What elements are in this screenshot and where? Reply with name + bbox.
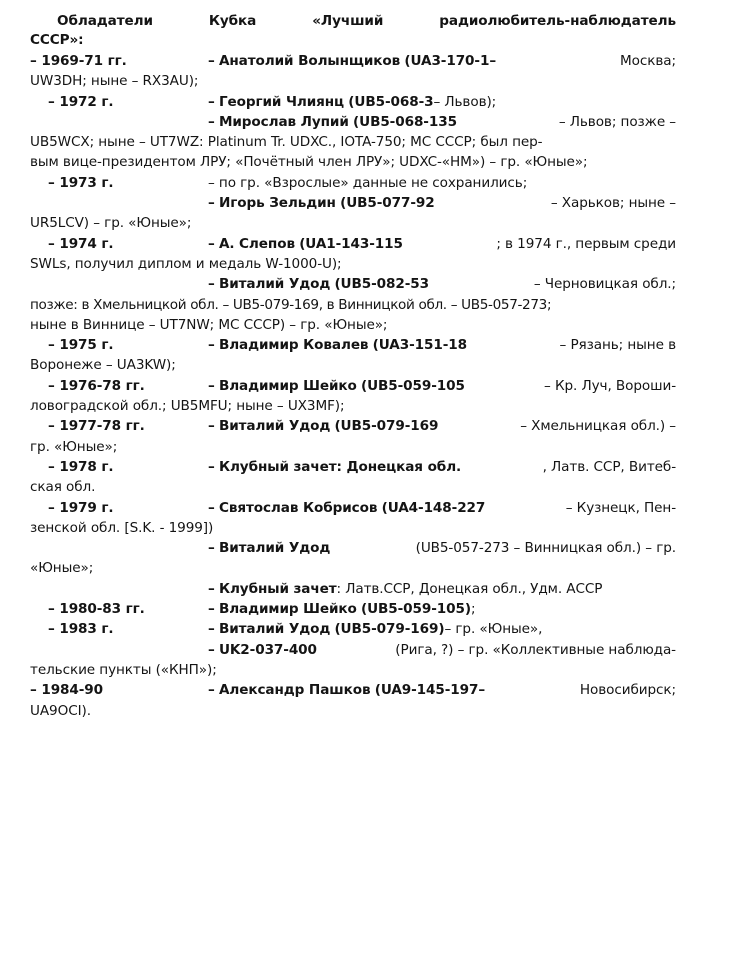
entry-1975 bbox=[30, 335, 676, 376]
entry-details: – Кр. Луч, Вороши- bbox=[544, 377, 676, 394]
entry-year: – 1974 г. bbox=[48, 235, 114, 252]
heading-line-1: Обладатели Кубка «Лучший радиолюбитель-наблюдатель bbox=[57, 13, 676, 29]
entry-name: Виталий Удод bbox=[218, 540, 331, 557]
entry-line bbox=[30, 234, 676, 254]
entry-dash: – bbox=[208, 113, 215, 130]
entry-callsign: (UB5-077-92 bbox=[340, 195, 435, 212]
entry-1978 bbox=[30, 457, 676, 498]
entry-details: – по гр. «Взрослые» данные не сохранились; bbox=[208, 174, 528, 191]
entry-callsign: (UB5-079-169) bbox=[334, 621, 445, 638]
entry-line bbox=[30, 274, 676, 294]
entry-year: – 1978 г. bbox=[48, 458, 114, 475]
entry-continuation: «Юные»; bbox=[30, 560, 94, 577]
entry-continuation: вым вице-президентом ЛРУ; «Почётный член ЛРУ»; UDXC-«НМ») – гр. «Юные»; bbox=[30, 154, 588, 171]
entry-callsign: (UA3-151-18 bbox=[372, 337, 467, 354]
entry-year: – 1973 г. bbox=[48, 174, 114, 191]
entry-dash: – bbox=[208, 276, 215, 293]
entry-details: – Хмельницкая обл.) – bbox=[520, 418, 676, 435]
entry-continuation: Воронеже – UA3KW); bbox=[30, 357, 176, 374]
entry-line bbox=[30, 680, 676, 700]
entry-details: Москва; bbox=[620, 53, 676, 69]
entry-dash: – bbox=[208, 580, 215, 597]
entry-1979-junior bbox=[30, 538, 676, 579]
entry-line bbox=[30, 51, 676, 71]
entry-details: – Кузнецк, Пен- bbox=[565, 499, 676, 516]
entry-callsign: (UB5-068-135 bbox=[353, 113, 457, 130]
entry-details: – Харьков; ныне – bbox=[550, 195, 676, 212]
entry-1984-90 bbox=[30, 680, 676, 721]
entry-line bbox=[30, 335, 676, 355]
entry-callsign: (UB5-059-105) bbox=[360, 601, 471, 618]
entry-name: UK2-037-400 bbox=[218, 641, 317, 658]
document-page bbox=[30, 12, 676, 721]
entry-continuation: тельские пункты («КНП»); bbox=[30, 661, 217, 678]
entry-dash: – bbox=[208, 499, 215, 516]
entry-continuation: ныне в Виннице – UT7NW; МС СССР) – гр. «Юные»; bbox=[30, 316, 388, 333]
entry-dash: – bbox=[208, 235, 215, 252]
entry-dash: – bbox=[208, 540, 215, 557]
entry-name: Мирослав Лупий bbox=[218, 113, 349, 130]
entry-1973 bbox=[30, 173, 676, 193]
entry-callsign: (UB5-079-169 bbox=[334, 418, 439, 435]
entry-details: – Львов; позже – bbox=[558, 113, 676, 130]
entry-name: Владимир Шейко bbox=[218, 601, 357, 618]
entry-year: – 1983 г. bbox=[48, 621, 114, 638]
entry-name: Клубный зачет: Донецкая обл. bbox=[218, 458, 462, 475]
entry-dash: – bbox=[208, 53, 215, 69]
entry-name: Виталий Удод bbox=[218, 621, 331, 638]
entry-dash: – bbox=[208, 93, 215, 110]
entry-1983 bbox=[30, 619, 676, 639]
entry-details: : Латв.ССР, Донецкая обл., Удм. АССР bbox=[336, 580, 603, 597]
entry-continuation: ская обл. bbox=[30, 479, 96, 496]
entry-line bbox=[30, 619, 676, 639]
entry-1977-78 bbox=[30, 416, 676, 457]
entry-1974 bbox=[30, 234, 676, 275]
entry-continuation: SWLs, получил диплом и медаль W-1000-U); bbox=[30, 255, 342, 272]
entry-1969-71 bbox=[30, 51, 676, 92]
entry-callsign: (UB5-082-53 bbox=[334, 276, 429, 293]
entry-1974-junior bbox=[30, 274, 676, 335]
entry-continuation: UR5LCV) – гр. «Юные»; bbox=[30, 215, 192, 232]
entry-details: , Латв. ССР, Витеб- bbox=[542, 458, 676, 475]
entry-line bbox=[30, 457, 676, 477]
entry-name: Святослав Кобрисов bbox=[218, 499, 378, 516]
entry-details: ; bbox=[471, 601, 476, 618]
entry-name: Игорь Зельдин bbox=[218, 195, 336, 212]
entry-continuation: UB5WCX; ныне – UT7WZ: Platinum Tr. UDXC., IOTA-750; МС СССР; был пер- bbox=[30, 134, 543, 151]
entry-dash: – bbox=[208, 458, 215, 475]
entry-line bbox=[30, 173, 676, 193]
entry-line bbox=[30, 92, 676, 112]
entry-callsign: (UA9-145-197– bbox=[374, 682, 486, 699]
entry-name: Владимир Шейко bbox=[218, 377, 357, 394]
heading-line-2: СССР»: bbox=[30, 32, 84, 48]
entry-1972-junior bbox=[30, 112, 676, 173]
entry-line bbox=[30, 498, 676, 518]
entry-dash: – bbox=[208, 377, 215, 394]
entry-continuation: ловоградской обл.; UB5MFU; ныне – UX3MF); bbox=[30, 398, 345, 415]
entry-name: Анатолий Волынщиков bbox=[218, 53, 401, 69]
entry-1973-junior bbox=[30, 193, 676, 234]
entry-year: – 1977-78 гг. bbox=[48, 418, 145, 435]
entry-continuation: зенской обл. [S.K. - 1999]) bbox=[30, 519, 214, 536]
entry-continuation: UA9OCI). bbox=[30, 702, 91, 719]
entry-details: – Рязань; ныне в bbox=[559, 337, 676, 354]
document-heading bbox=[30, 12, 676, 50]
entry-year: – 1969-71 гг. bbox=[30, 53, 127, 69]
entry-name: Клубный зачет bbox=[218, 580, 337, 597]
entry-details: (UB5-057-273 – Винницкая обл.) – гр. bbox=[415, 540, 676, 557]
entry-1972 bbox=[30, 92, 676, 112]
entry-details: – Черновицкая обл.; bbox=[533, 276, 676, 293]
entry-details: – Львов); bbox=[433, 93, 497, 110]
entry-callsign: (UA3-170-1– bbox=[404, 53, 497, 69]
entry-year: – 1980-83 гг. bbox=[48, 601, 145, 618]
entry-year: – 1979 г. bbox=[48, 499, 114, 516]
entry-name: Георгий Члиянц bbox=[218, 93, 345, 110]
entry-name: Виталий Удод bbox=[218, 276, 331, 293]
entry-line bbox=[30, 640, 676, 660]
entry-line bbox=[30, 193, 676, 213]
entry-name: Александр Пашков bbox=[218, 682, 371, 699]
entry-dash: – bbox=[208, 601, 215, 618]
entry-year: – 1984-90 bbox=[30, 682, 104, 699]
entry-details: – гр. «Юные», bbox=[444, 621, 543, 638]
entry-line bbox=[30, 112, 676, 132]
entry-callsign: (UA4-148-227 bbox=[381, 499, 486, 516]
entry-1976-78 bbox=[30, 376, 676, 417]
entry-name: А. Слепов bbox=[218, 235, 295, 252]
entry-continuation: UW3DH; ныне – RX3AU); bbox=[30, 73, 199, 90]
entry-1979-club bbox=[30, 579, 676, 599]
entry-dash: – bbox=[208, 641, 215, 658]
entry-year: – 1972 г. bbox=[48, 93, 114, 110]
entry-details: Новосибирск; bbox=[579, 682, 676, 699]
entry-continuation: позже: в Хмельницкой обл. – UB5-079-169, в Винницкой обл. – UB5-057-273; bbox=[30, 296, 552, 313]
entry-continuation: гр. «Юные»; bbox=[30, 438, 118, 455]
entry-line bbox=[30, 376, 676, 396]
entry-callsign: (UA1-143-115 bbox=[299, 235, 403, 252]
entry-year: – 1975 г. bbox=[48, 337, 114, 354]
entry-line bbox=[30, 538, 676, 558]
entry-line bbox=[30, 599, 676, 619]
entry-callsign: (UB5-059-105 bbox=[360, 377, 465, 394]
entry-year: – 1976-78 гг. bbox=[48, 377, 145, 394]
entry-dash: – bbox=[208, 195, 215, 212]
entry-1979 bbox=[30, 498, 676, 539]
entry-details: (Рига, ?) – гр. «Коллективные наблюда- bbox=[395, 641, 676, 658]
entry-1983-collective bbox=[30, 640, 676, 681]
entry-callsign: (UB5-068-3 bbox=[348, 93, 434, 110]
entry-dash: – bbox=[208, 418, 215, 435]
entry-details: ; в 1974 г., первым среди bbox=[496, 235, 676, 252]
entry-dash: – bbox=[208, 337, 215, 354]
entry-line bbox=[30, 579, 676, 599]
entry-dash: – bbox=[208, 682, 215, 699]
entry-dash: – bbox=[208, 621, 215, 638]
entry-line bbox=[30, 416, 676, 436]
entry-1980-83 bbox=[30, 599, 676, 619]
entry-name: Виталий Удод bbox=[218, 418, 331, 435]
entry-name: Владимир Ковалев bbox=[218, 337, 369, 354]
